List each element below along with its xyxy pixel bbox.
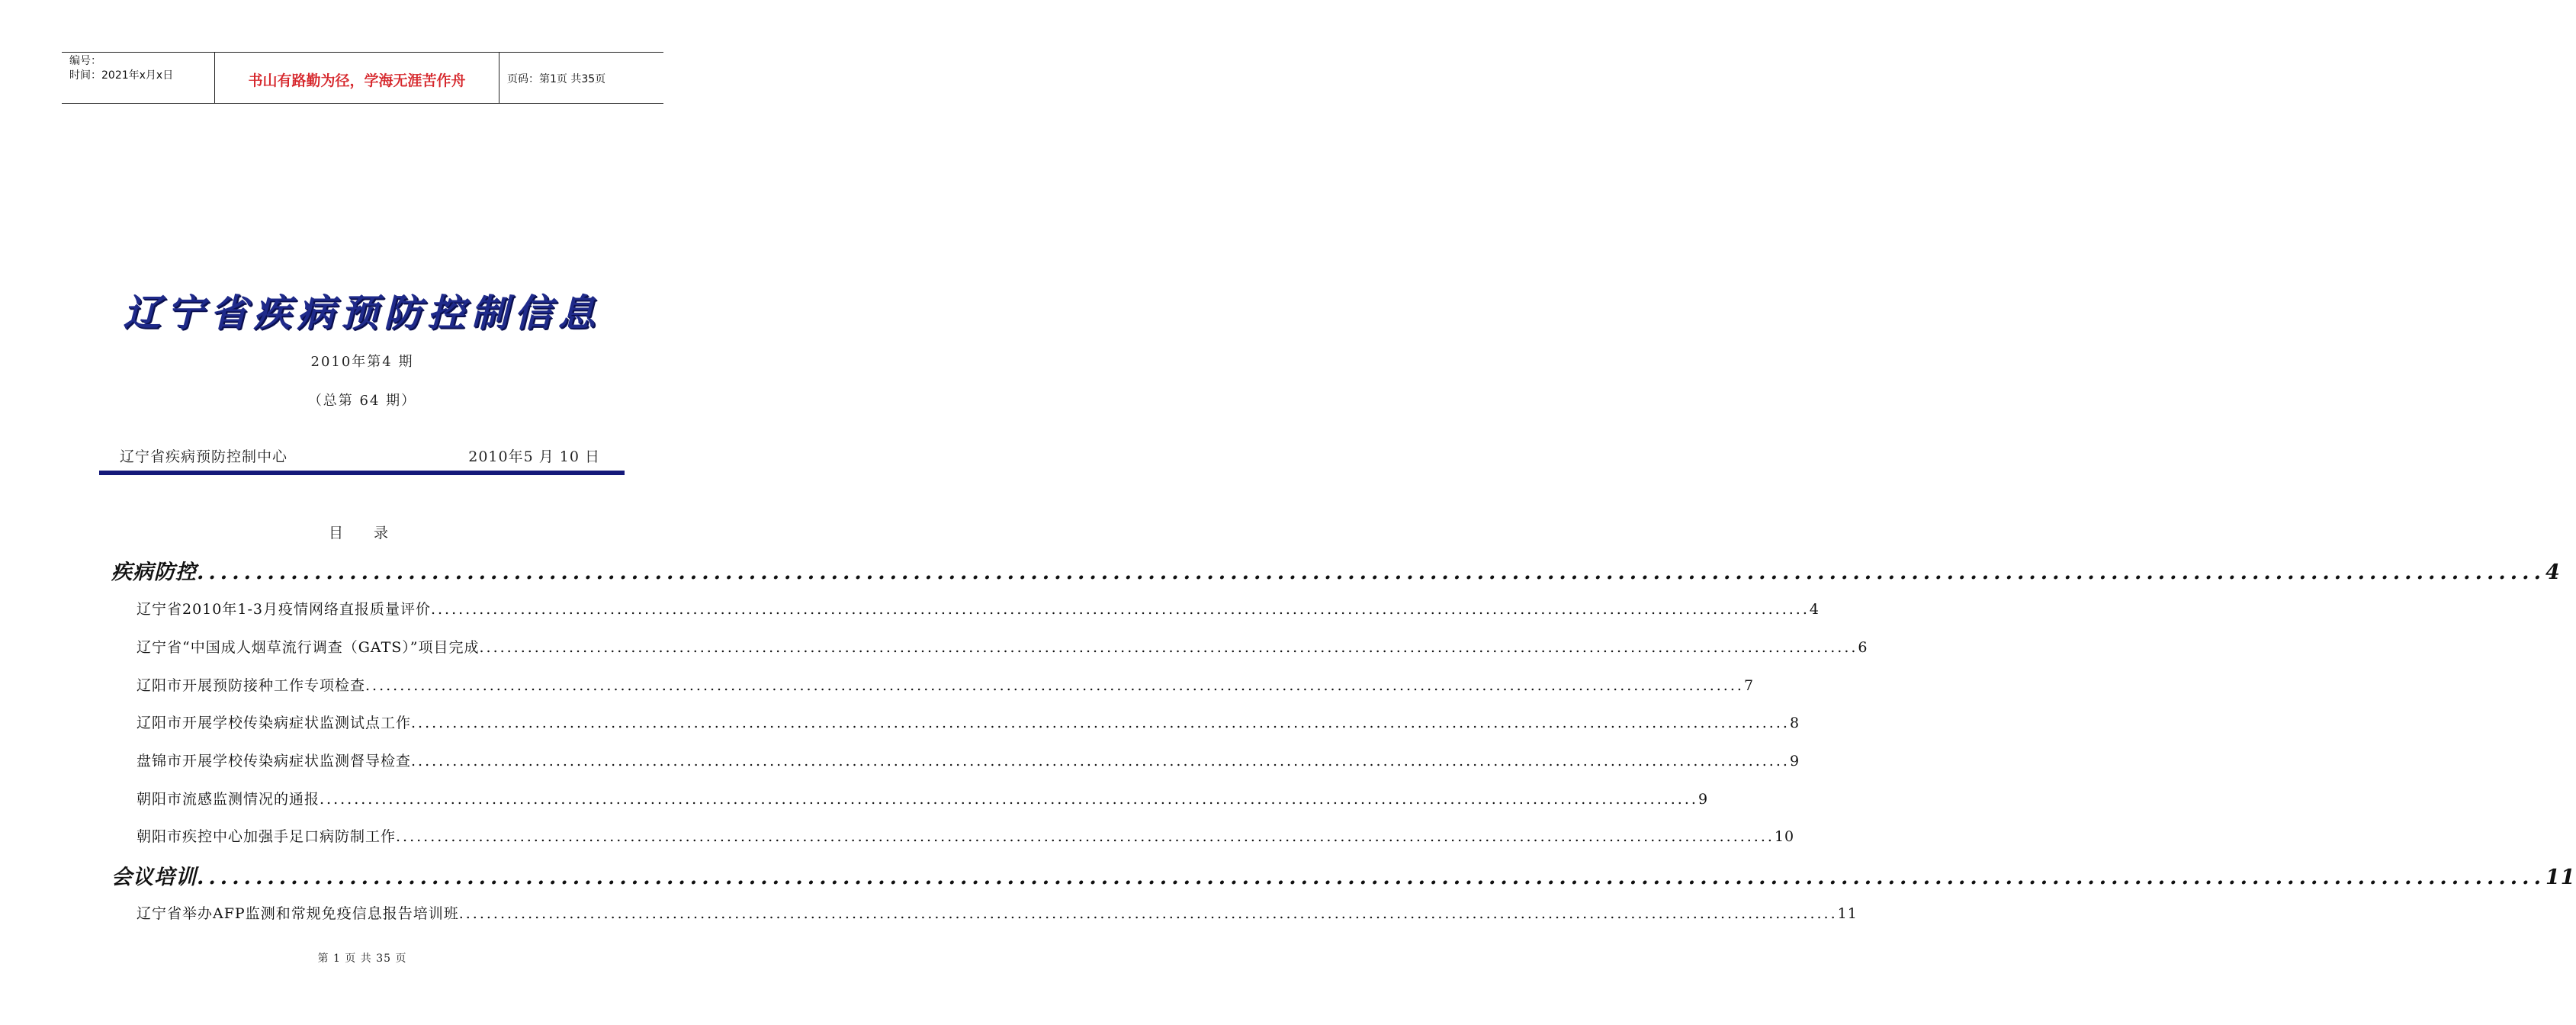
toc-leader-dots: ........................................................................................................................................................................................................: [365, 677, 1744, 694]
publication-title: 辽宁省疾病预防控制信息: [123, 291, 602, 335]
toc-item-row[interactable]: [137, 825, 1795, 846]
organization-name: 辽宁省疾病预防控制中心: [120, 448, 288, 465]
toc-entry-page: 8: [1789, 715, 1800, 731]
toc-heading: 目录: [328, 525, 419, 541]
toc-entry-title: 辽宁省举办AFP监测和常规免疫信息报告培训班: [137, 905, 459, 922]
toc-item-row[interactable]: [137, 598, 1820, 619]
toc-leader-dots: ........................................................................................................................................................................................................: [320, 791, 1698, 808]
toc-section-row[interactable]: [111, 555, 2561, 585]
issue-number: 2010年第4 期: [310, 354, 414, 370]
toc-entry-title: 朝阳市疾控中心加强手足口病防制工作: [137, 828, 397, 845]
toc-section-row[interactable]: [111, 860, 2576, 890]
serial-label: 编号：: [69, 55, 101, 67]
toc-entry-title: 辽阳市开展学校传染病症状监测试点工作: [137, 715, 412, 731]
toc-item-row[interactable]: [137, 750, 1800, 770]
toc-entry-page: 4: [2545, 561, 2561, 584]
toc-leader-dots: ........................................................................................................................................................................................................: [197, 561, 2545, 584]
toc-leader-dots: ........................................................................................................................................................................................................: [479, 639, 1858, 656]
toc-entry-page: 7: [1743, 677, 1755, 694]
toc-entry-page: 6: [1858, 639, 1868, 656]
toc-leader-dots: ........................................................................................................................................................................................................: [458, 905, 1838, 922]
toc-item-row[interactable]: [137, 674, 1755, 695]
toc-entry-page: 11: [1837, 905, 1858, 922]
header-motto: 书山有路勤为径，学海无涯苦作舟: [215, 53, 499, 103]
toc-entry-title: 朝阳市流感监测情况的通报: [137, 791, 320, 808]
toc-entry-page: 10: [1774, 828, 1795, 845]
toc-item-row[interactable]: [137, 902, 1858, 923]
toc-entry-title: 会议培训: [111, 866, 197, 889]
total-issue-number: （总第 64 期）: [307, 393, 417, 409]
publish-date: 2010年5 月 10 日: [468, 448, 600, 465]
toc-leader-dots: ........................................................................................................................................................................................................: [411, 753, 1790, 770]
toc-entry-page: 9: [1789, 753, 1800, 770]
toc-item-row[interactable]: [137, 636, 1868, 657]
toc-entry-title: 疾病防控: [111, 561, 197, 584]
toc-leader-dots: ........................................................................................................................................................................................................: [430, 601, 1810, 618]
toc-entry-title: 辽宁省2010年1-3月疫情网络直报质量评价: [137, 601, 431, 618]
toc-entry-page: 11: [2545, 866, 2576, 889]
page-footer: 第 1 页 共 35 页: [317, 953, 407, 965]
date-text: 时间：2021年x月x日: [69, 69, 174, 82]
toc-leader-dots: ........................................................................................................................................................................................................: [411, 715, 1790, 731]
toc-leader-dots: ........................................................................................................................................................................................................: [197, 866, 2545, 889]
toc-item-row[interactable]: [137, 788, 1709, 808]
toc-item-row[interactable]: [137, 712, 1800, 732]
toc-entry-title: 盘锦市开展学校传染病症状监测督导检查: [137, 753, 412, 770]
toc-leader-dots: ........................................................................................................................................................................................................: [396, 828, 1775, 845]
header-page-info: 页码：第1页 共35页: [507, 73, 606, 85]
toc-entry-title: 辽宁省“中国成人烟草流行调查（GATS）”项目完成: [137, 639, 480, 656]
toc-entry-title: 辽阳市开展预防接种工作专项检查: [137, 677, 366, 694]
toc-entry-page: 4: [1809, 601, 1820, 618]
toc-entry-page: 9: [1698, 791, 1709, 808]
